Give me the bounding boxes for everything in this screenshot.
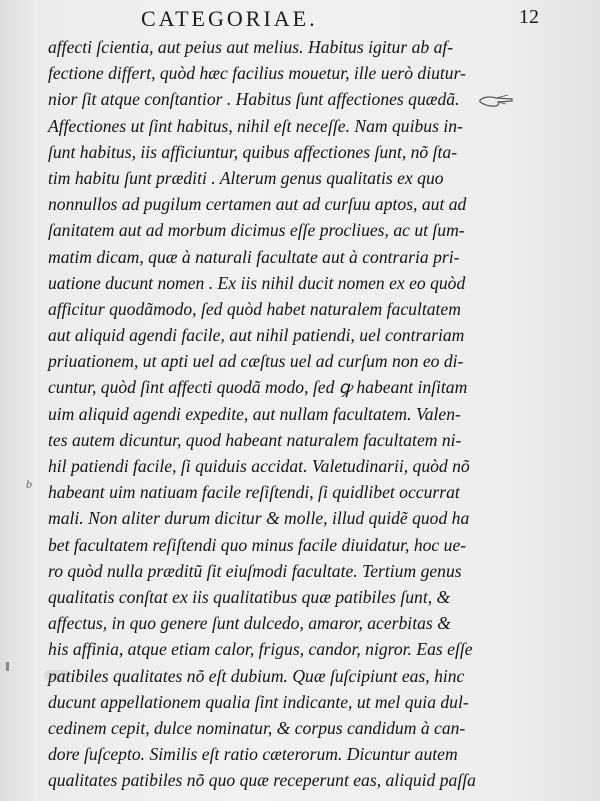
text-line: matim dicam, quæ à naturali facultate aut à contraria pri-: [48, 246, 460, 267]
text-line: afficitur quodãmodo, ſed quòd habet naturalem facultatem: [48, 298, 461, 319]
text-line: aut aliquid agendi facile, aut nihil patiendi, uel contrariam: [48, 325, 465, 346]
text-line: affecti ſcientia, aut peius aut melius. Habitus igitur ab af-: [48, 37, 454, 57]
text-line: priuationem, ut apti uel ad cæſtus uel ad curſum non eo di-: [48, 351, 464, 372]
margin-mark: [6, 662, 9, 671]
text-line: cuntur, quòd ſint affecti quodã modo, ſed ꝙ habeant inſitam: [48, 377, 468, 398]
text-line: his affinia, atque etiam calor, frigus, candor, nigror. Eas eſſe: [48, 639, 473, 660]
text-line: nior ſit atque conſtantior . Habitus ſunt affectiones quædã.: [48, 89, 460, 110]
running-head: CATEGORIAE.: [141, 6, 318, 31]
text-line: affectus, in quo genere ſunt dulcedo, amaror, acerbitas &: [48, 613, 451, 634]
margin-annotation: b: [26, 477, 32, 491]
text-line: ro quòd nulla præditũ ſit eiuſmodi facultate. Tertium genus: [48, 560, 462, 581]
text-line: uatione ducunt nomen . Ex iis nihil ducit nomen ex eo quòd: [48, 272, 466, 293]
text-line: qualitatis conſtat ex iis qualitatibus quæ patibiles ſunt, &: [48, 586, 451, 607]
text-line: hil patiendi facile, ſi quiduis accidat. Valetudinarii, quòd nõ: [48, 456, 470, 476]
page-header: [0, 4, 600, 32]
text-line: ſunt habitus, iis afficiuntur, quibus affectiones ſunt, nõ ſta-: [48, 141, 458, 162]
body-text: [48, 34, 568, 793]
text-line: habeant uim natiuam facile reſiſtendi, ſi quidlibet occurrat: [48, 482, 460, 503]
page-number: 12: [519, 6, 539, 28]
text-line: patibiles qualitates nõ eſt dubium. Quæ ſuſcipiunt eas, hinc: [48, 665, 465, 686]
text-line: ducunt appellationem qualia ſint indicante, ut mel quia dul-: [48, 691, 469, 712]
text-line: qualitates patibiles nõ quo quæ receperunt eas, aliquid paſſa: [48, 770, 476, 791]
text-line: bet facultatem reſiſtendi quo minus facile diuidatur, hoc ue-: [48, 534, 467, 555]
text-line: cedinem cepit, dulce nominatur, & corpus candidum à can-: [48, 717, 466, 738]
text-line: Affectiones ut ſint habitus, nihil eſt neceſſe. Nam quibus in-: [48, 115, 463, 136]
text-line: uim aliquid agendi expedite, aut nullam facultatem. Valen-: [48, 403, 461, 424]
text-line: nonnullos ad pugilum certamen aut ad curſuu aptos, aut ad: [48, 194, 467, 215]
text-line: ſanitatem aut ad morbum dicimus eſſe procliues, ac ut ſum-: [48, 220, 465, 241]
text-line: tes autem dicuntur, quod habeant naturalem facultatem ni-: [48, 429, 462, 450]
text-line: tim habitu ſunt præditi . Alterum genus qualitatis ex quo: [48, 167, 444, 188]
text-line: dore ſuſcepto. Similis eſt ratio cæterorum. Dicuntur autem: [48, 744, 458, 765]
text-line: mali. Non aliter durum dicitur & molle, illud quidẽ quod ha: [48, 508, 470, 529]
text-line: fectione differt, quòd hæc facilius mouetur, ille uerò diutur-: [48, 63, 466, 84]
